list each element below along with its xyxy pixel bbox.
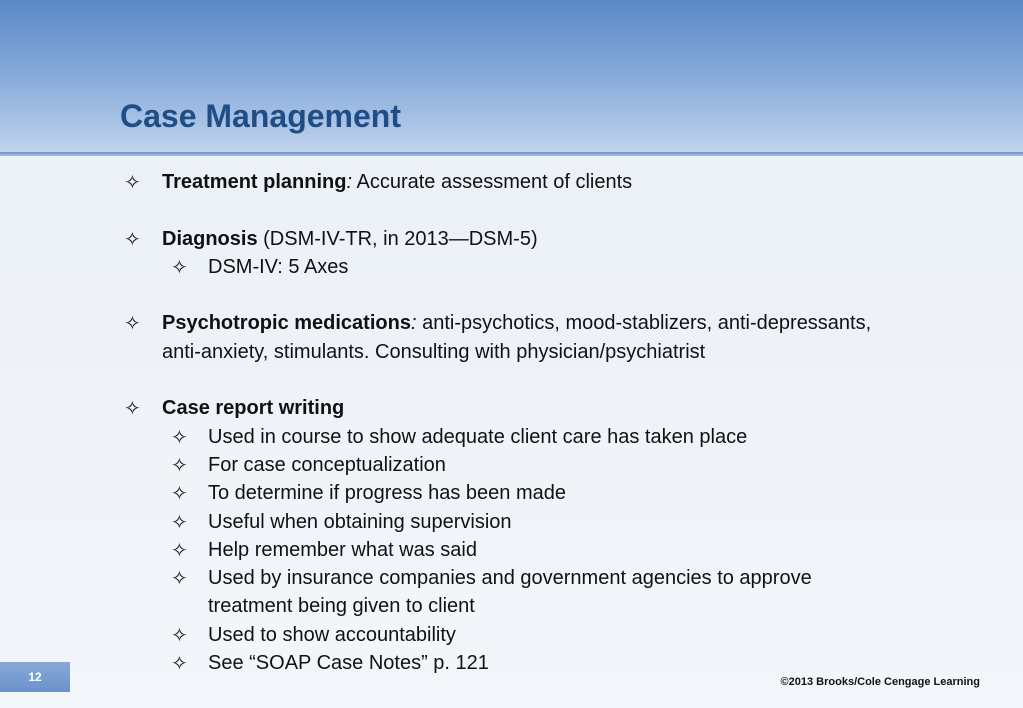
star-bullet-icon: ✧ — [124, 170, 141, 194]
header-divider — [0, 152, 1023, 156]
bullet-bold-term: Psychotropic medications — [162, 312, 411, 335]
sub-bullet — [0, 423, 1023, 451]
bullet-diagnosis — [0, 225, 1023, 253]
sub-bullet-text: Used in course to show adequate client care has taken place — [208, 425, 748, 448]
sub-bullet — [0, 536, 1023, 564]
star-bullet-icon: ✧ — [124, 311, 141, 336]
page-number-box — [0, 662, 70, 692]
bullet-bold-term: Diagnosis — [162, 227, 258, 250]
spacer — [0, 366, 1023, 394]
spacer — [0, 196, 1023, 224]
sub-bullet-text: Used by insurance companies and government agencies to approve treatment being given to client — [208, 567, 812, 618]
star-bullet-icon: ✧ — [171, 424, 188, 449]
bullet-case-report-writing — [0, 394, 1023, 422]
star-bullet-icon: ✧ — [171, 452, 188, 477]
star-bullet-icon: ✧ — [171, 481, 188, 506]
sub-bullet-text: To determine if progress has been made — [208, 482, 566, 505]
bullet-separator: : — [410, 312, 417, 335]
sub-bullet — [0, 479, 1023, 507]
bullet-list — [0, 168, 1023, 677]
bullet-psychotropic-medications — [0, 309, 1023, 366]
slide-title: Case Management — [120, 98, 401, 134]
bullet-separator: : — [346, 171, 353, 193]
sub-bullet — [0, 649, 1023, 677]
bullet-text: anti-psychotics, mood-stablizers, anti-depressants, anti-anxiety, stimulants. Consulting with physician/psychiatrist — [162, 312, 872, 363]
star-bullet-icon: ✧ — [124, 226, 141, 251]
bullet-treatment-planning — [0, 168, 1023, 196]
sub-bullet-text: Used to show accountability — [208, 623, 456, 646]
star-bullet-icon: ✧ — [171, 566, 188, 591]
sub-bullet-text: Useful when obtaining supervision — [208, 510, 512, 533]
star-bullet-icon: ✧ — [171, 622, 188, 647]
star-bullet-icon: ✧ — [171, 651, 188, 676]
bullet-text: Accurate assessment of clients — [352, 171, 633, 193]
star-bullet-icon: ✧ — [171, 509, 188, 534]
sub-bullet — [0, 564, 1023, 621]
sub-bullet — [0, 508, 1023, 536]
bullet-bold-term: Treatment planning — [162, 171, 347, 193]
copyright-notice: ©2013 Brooks/Cole Cengage Learning — [780, 676, 980, 688]
star-bullet-icon: ✧ — [124, 396, 141, 421]
sub-bullet — [0, 451, 1023, 479]
spacer — [0, 281, 1023, 309]
star-bullet-icon: ✧ — [171, 537, 188, 562]
sub-bullet-text: See “SOAP Case Notes” p. 121 — [208, 652, 489, 675]
page-number: 12 — [28, 670, 42, 684]
sub-bullet-dsm-axes — [0, 253, 1023, 281]
sub-bullet — [0, 621, 1023, 649]
sub-bullet-text: DSM-IV: 5 Axes — [208, 255, 349, 278]
sub-bullet-text: For case conceptualization — [208, 453, 446, 476]
bullet-text: (DSM-IV-TR, in 2013—DSM-5) — [257, 227, 538, 250]
star-bullet-icon: ✧ — [171, 254, 188, 279]
bullet-bold-term: Case report writing — [162, 397, 345, 420]
sub-bullet-text: Help remember what was said — [208, 538, 477, 561]
